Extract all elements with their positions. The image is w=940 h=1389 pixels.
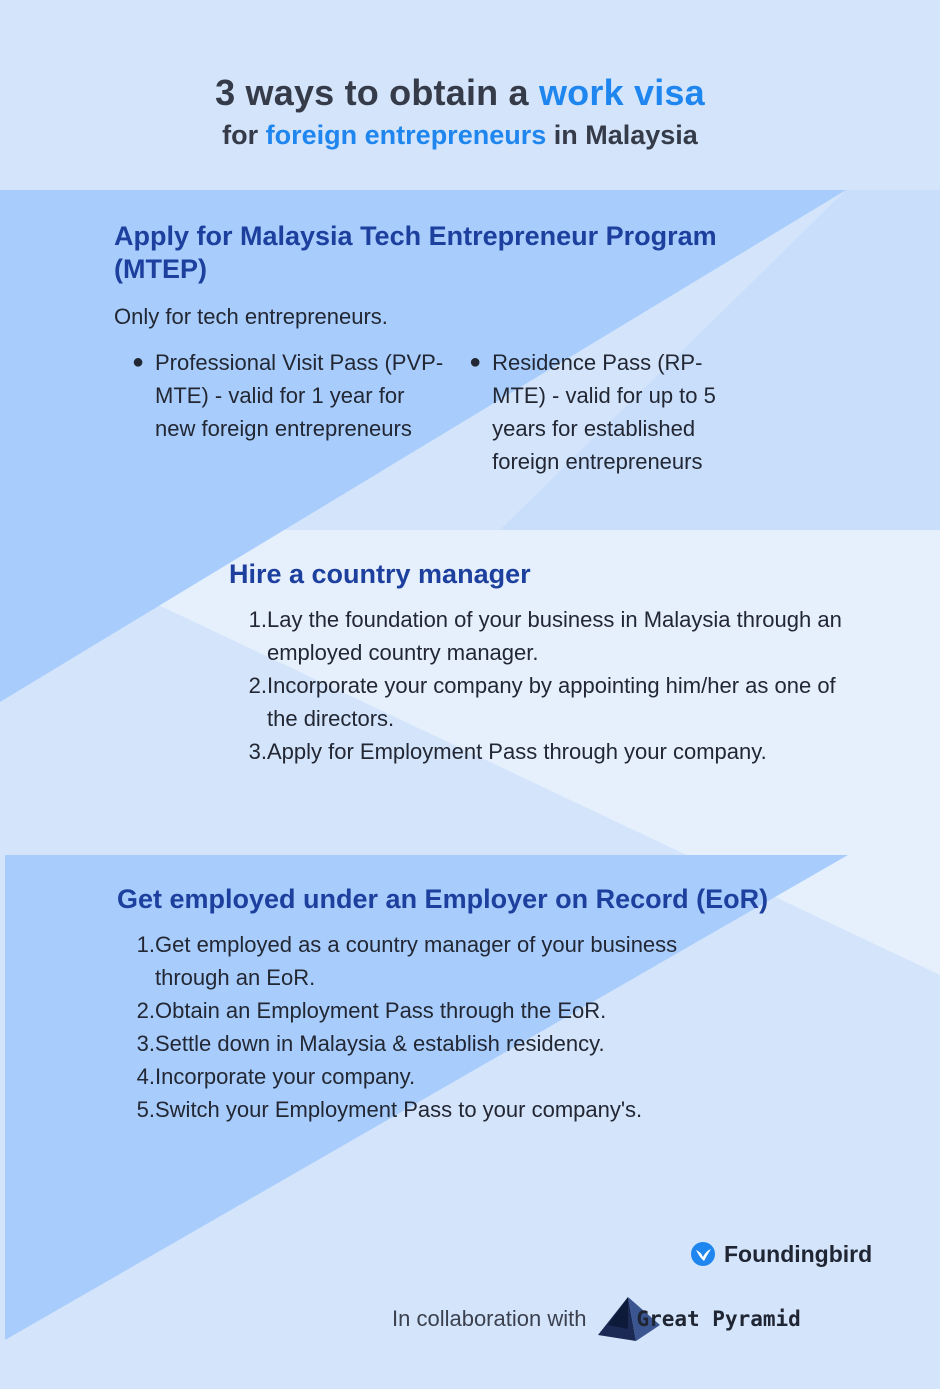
pass-option-text: Professional Visit Pass (PVP-MTE) - valid for 1 year for new foreign entrepreneurs [155, 350, 444, 441]
pass-option-text: Residence Pass (RP-MTE) - valid for up to 5 years for established foreign entrepreneurs [492, 350, 716, 474]
step-number: 2. [136, 998, 155, 1023]
step-text: Switch your Employment Pass to your company's. [155, 1097, 643, 1122]
list-item [117, 928, 777, 994]
step-text: Get employed as a country manager of your business through an EoR. [155, 932, 678, 990]
foundingbird-logo-icon [690, 1241, 716, 1267]
section-intro: Only for tech entrepreneurs. [114, 304, 388, 329]
pass-option-pvp [132, 346, 447, 478]
list-item [229, 669, 869, 735]
step-text: Settle down in Malaysia & establish residency. [155, 1031, 605, 1056]
section-mtep [114, 220, 734, 478]
section-heading: Apply for Malaysia Tech Entrepreneur Program (MTEP) [114, 221, 717, 284]
step-number: 3. [136, 1031, 155, 1056]
pass-option-rp [469, 346, 734, 478]
title-accent: work visa [538, 72, 705, 113]
foundingbird-brand [690, 1238, 890, 1270]
list-item [117, 1093, 777, 1126]
step-text: Lay the foundation of your business in Malaysia through an employed country manager. [267, 607, 842, 665]
title-prefix: 3 ways to obtain a [215, 72, 529, 113]
section-heading: Hire a country manager [229, 559, 531, 589]
step-number: 5. [136, 1097, 155, 1122]
bullet-icon: ● [469, 351, 482, 373]
step-text: Incorporate your company. [155, 1064, 416, 1089]
list-item [117, 994, 777, 1027]
section-country-manager [229, 558, 869, 768]
list-item [229, 735, 869, 768]
step-text: Apply for Employment Pass through your company. [267, 739, 767, 764]
step-number: 1. [248, 607, 267, 632]
brand-name: Foundingbird [724, 1240, 873, 1267]
title-line [0, 72, 920, 114]
step-number: 3. [248, 739, 267, 764]
subtitle-prefix: for [222, 120, 259, 150]
collaboration-credit [392, 1294, 892, 1344]
step-number: 2. [248, 673, 267, 698]
section-heading: Get employed under an Employer on Record (EoR) [117, 884, 769, 914]
step-number: 1. [136, 932, 155, 957]
list-item [117, 1027, 777, 1060]
step-number: 4. [136, 1064, 155, 1089]
step-text: Obtain an Employment Pass through the EoR. [155, 998, 607, 1023]
step-text: Incorporate your company by appointing him/her as one of the directors. [267, 673, 836, 731]
bullet-icon: ● [132, 351, 145, 373]
section-eor [117, 883, 777, 1126]
steps-list [229, 603, 869, 768]
subtitle-suffix: in Malaysia [553, 120, 698, 150]
steps-list [117, 928, 777, 1126]
list-item [229, 603, 869, 669]
page-title [0, 72, 920, 151]
subtitle-line [0, 120, 920, 151]
great-pyramid-logo [598, 1295, 800, 1343]
partner-name: Great Pyramid [636, 1307, 801, 1331]
collab-text: In collaboration with [392, 1306, 587, 1331]
pass-options [114, 346, 734, 478]
subtitle-accent: foreign entrepreneurs [265, 120, 547, 150]
list-item [117, 1060, 777, 1093]
